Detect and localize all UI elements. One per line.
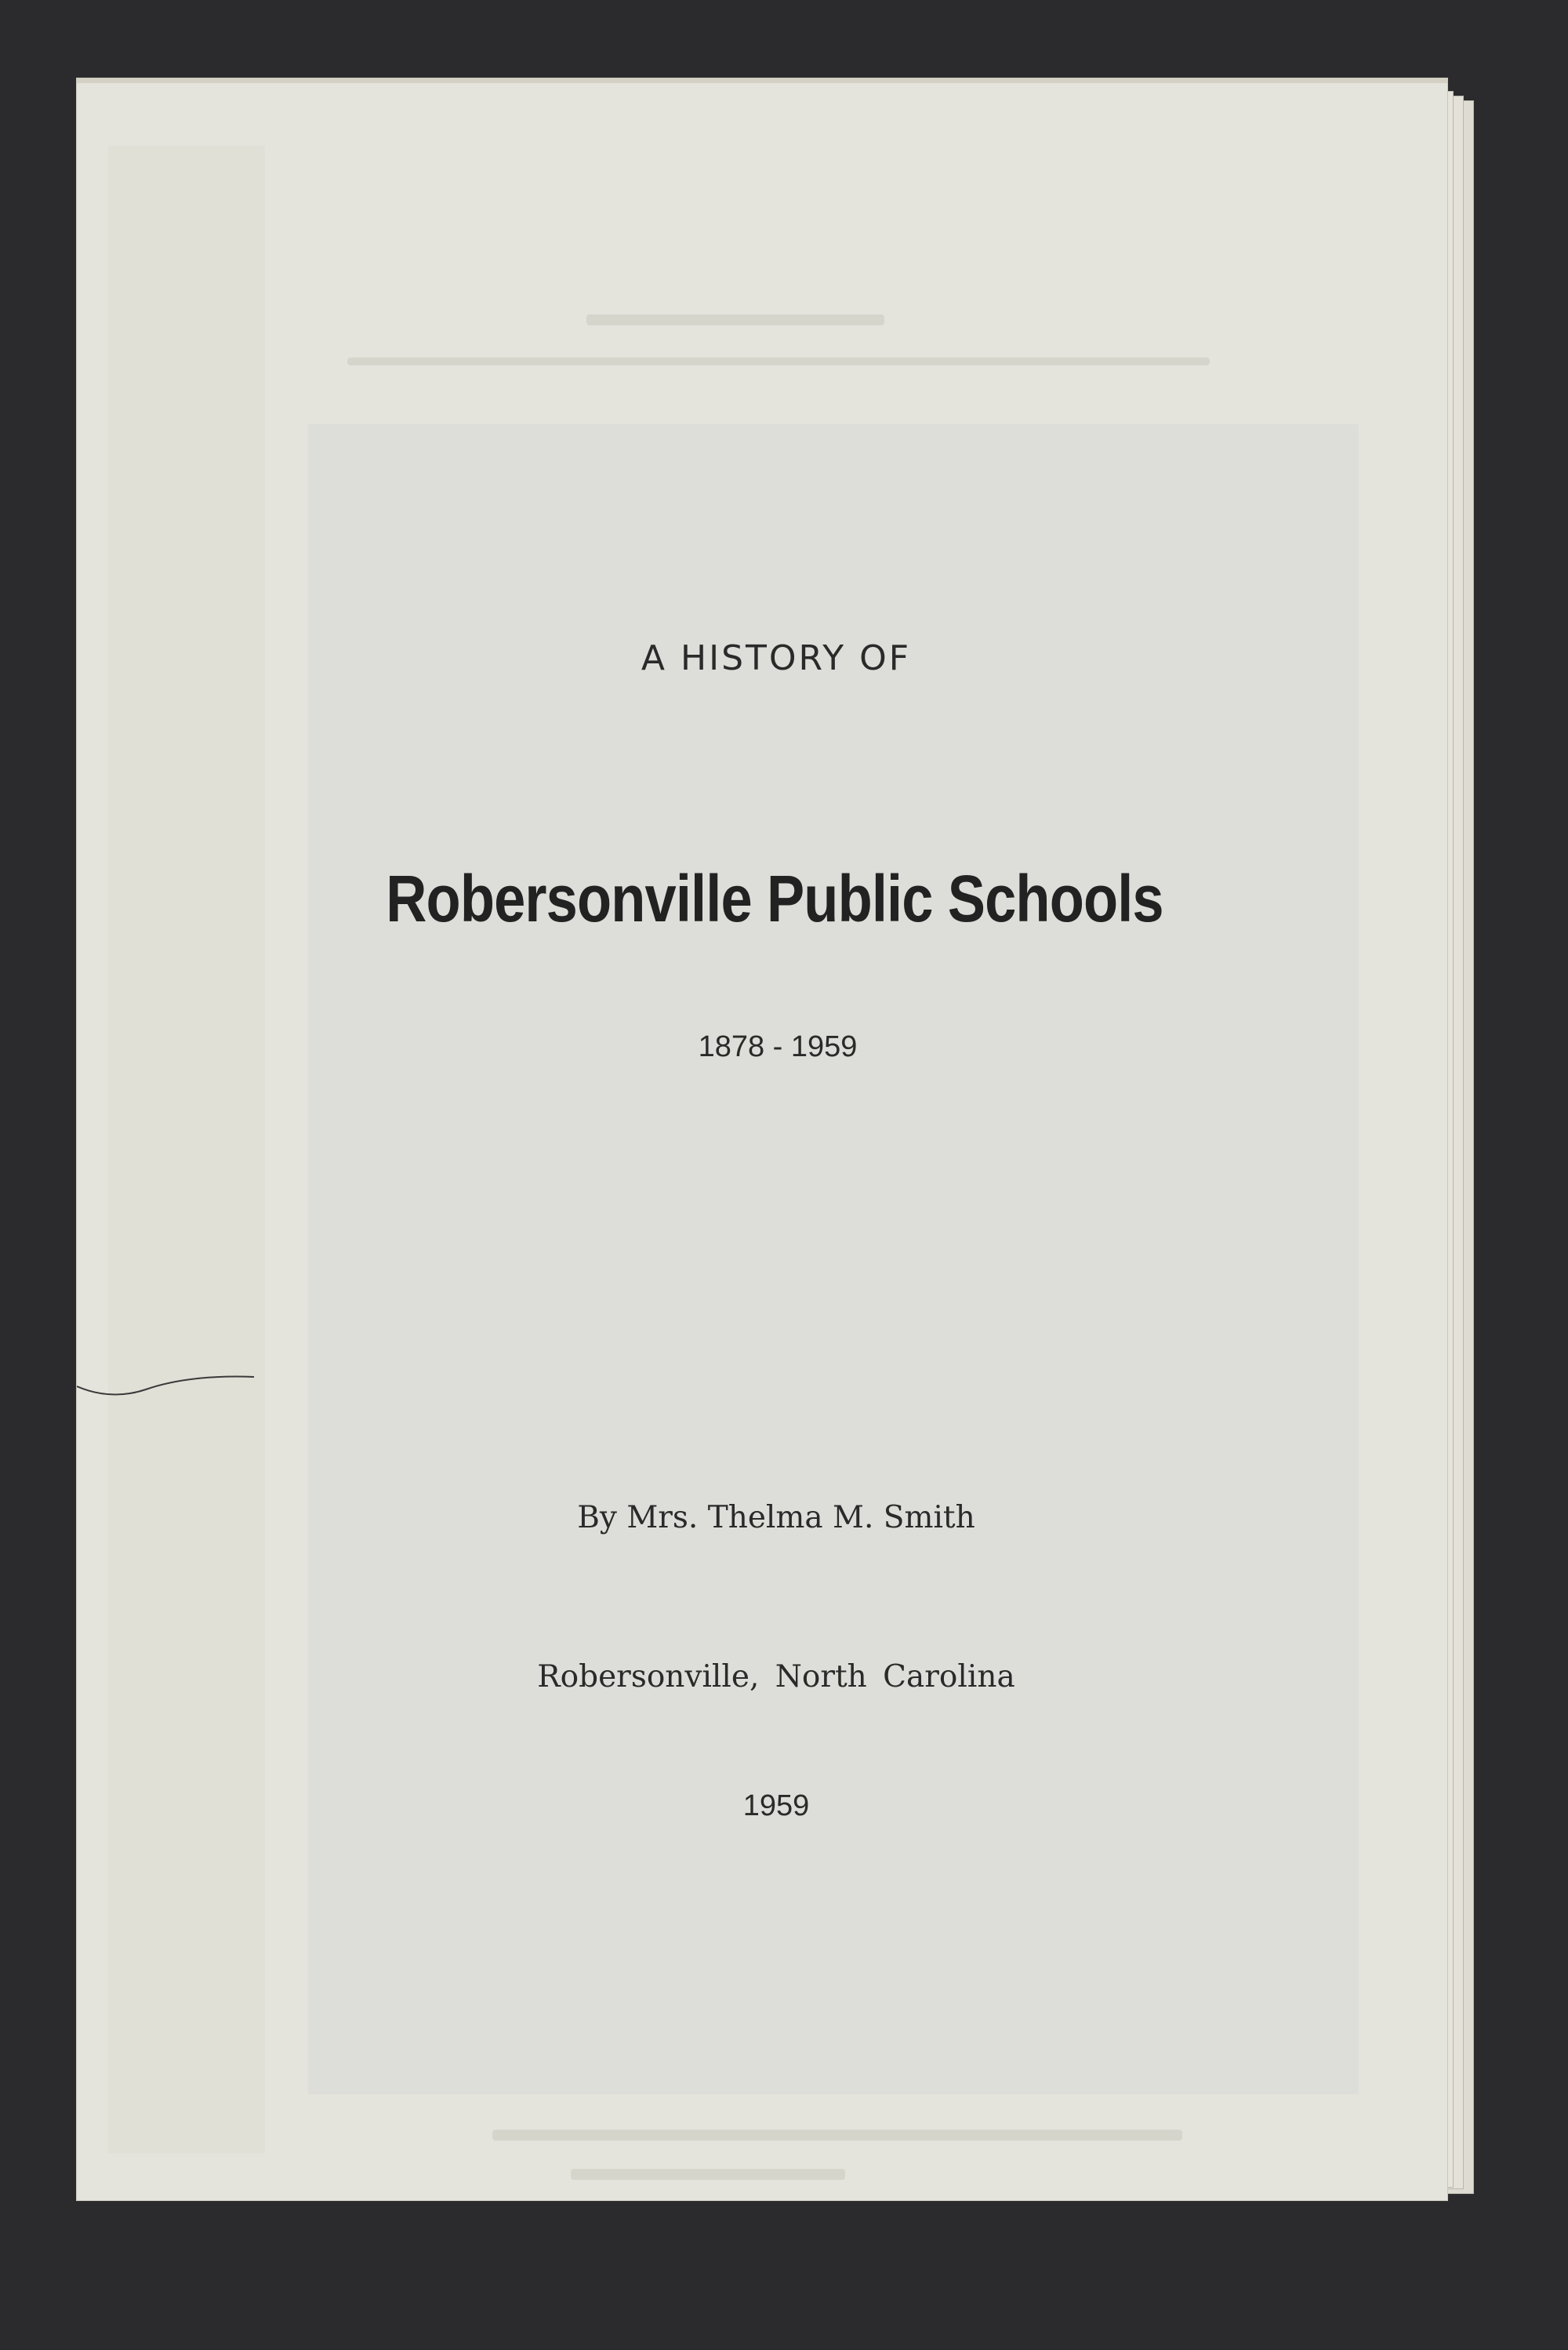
page-title: Robersonville Public Schools xyxy=(386,862,1163,935)
title-page xyxy=(77,78,1447,2200)
date-range: 1878 - 1959 xyxy=(698,1030,858,1063)
heading: A HISTORY OF xyxy=(641,638,912,678)
publication-place: Robersonville, North Carolina xyxy=(537,1659,1015,1694)
publication-year: 1959 xyxy=(742,1789,810,1822)
author-line: By Mrs. Thelma M. Smith xyxy=(577,1500,975,1535)
title-page-content xyxy=(77,83,1447,2200)
